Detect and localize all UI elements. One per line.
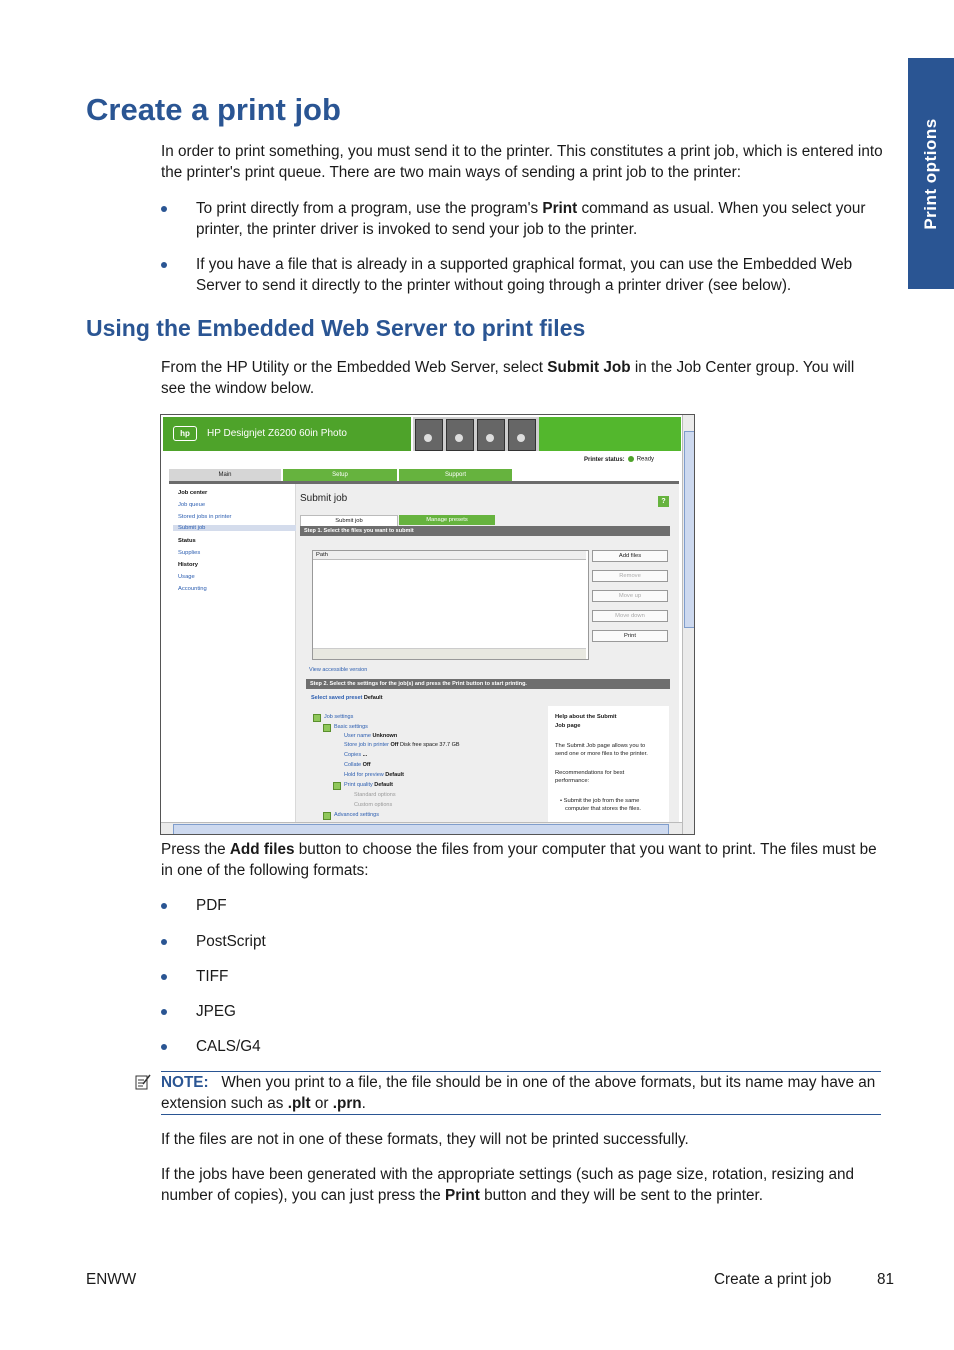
hp-logo: hp	[173, 426, 197, 441]
help-panel	[548, 706, 669, 822]
bullet-text: To print directly from a program, use the program's	[196, 200, 543, 217]
status-ok-icon	[628, 456, 634, 462]
section-title: Using the Embedded Web Server to print files	[86, 315, 586, 341]
tab-main[interactable]: Main	[169, 469, 281, 481]
format-text: PDF	[196, 897, 227, 914]
nav-submit-job[interactable]: Submit job	[173, 525, 296, 531]
help-text: send one or more files to the printer.	[555, 751, 648, 757]
help-text: computer that stores the files.	[565, 806, 642, 812]
tree-hold: Hold for preview Default	[344, 772, 404, 778]
left-nav	[169, 484, 296, 822]
jobs-paragraph: If the jobs have been generated with the appropriate settings (such as page size, rotation, resizing and number of copies), you can just press the Print button and they will be sent to the printer.	[161, 1166, 855, 1204]
format-text: JPEG	[196, 1003, 236, 1020]
help-icon[interactable]: ?	[658, 496, 669, 507]
tree-advanced-settings[interactable]: Advanced settings	[334, 812, 379, 818]
help-text: Recommendations for best	[555, 770, 625, 776]
nav-status: Status	[178, 538, 196, 544]
printer-status: Printer status: Ready	[584, 456, 655, 463]
fail-paragraph: If the files are not in one of these formats, they will not be printed successfully.	[161, 1131, 689, 1148]
nav-accounting[interactable]: Accounting	[178, 586, 207, 592]
nav-history: History	[178, 562, 198, 568]
bullet-icon	[161, 974, 167, 980]
bullet-bold: Print	[542, 200, 578, 217]
tree-print-quality: Print quality Default	[344, 782, 393, 788]
tree-job-settings[interactable]: Job settings	[324, 714, 354, 720]
side-tab-label: Print options	[921, 117, 940, 230]
preset-row: Select saved preset Default	[311, 695, 383, 701]
accessible-version-link[interactable]: View accessible version	[309, 667, 368, 673]
tab-manage-presets[interactable]: Manage presets	[399, 515, 495, 525]
add-files-button[interactable]: Add files	[592, 550, 668, 562]
folder-icon	[323, 724, 331, 732]
step2-bar: Step 2. Select the settings for the job(s) and press the Print button to start printing.	[306, 679, 670, 689]
printer-title: HP Designjet Z6200 60in Photo	[207, 428, 347, 439]
bullet-text: If you have a file that is already in a supported graphical format, you can use the Embedded Web Server to send it directly to the printer without going through a printer driver (see below).	[196, 256, 853, 294]
printer-icon	[508, 419, 536, 451]
tree-store-job: Store job in printer Off Disk free space 37.7 GB	[344, 742, 460, 748]
note-icon	[135, 1074, 151, 1090]
ews-header	[161, 415, 683, 453]
bullet-icon	[161, 262, 167, 268]
submit-job-title: Submit job	[300, 493, 348, 504]
add-files-paragraph: Press the Add files button to choose the files from your computer that you want to print. The files must be in one of the following formats:	[161, 841, 877, 879]
file-list[interactable]	[312, 550, 589, 660]
note-ext-plt: .plt	[287, 1095, 311, 1112]
format-text: TIFF	[196, 968, 229, 985]
bullet-icon	[161, 206, 167, 212]
main-tabs	[169, 469, 679, 481]
help-bullet: • Submit the job from the same	[560, 798, 640, 804]
path-header: Path	[313, 551, 586, 560]
bullet-text-end: command as usual. When you select your printer, the printer driver is invoked to send your job to the printer.	[196, 200, 866, 238]
tree-standard-options[interactable]: Standard options	[354, 792, 396, 798]
folder-icon	[323, 812, 331, 820]
page-number: 81	[877, 1271, 895, 1288]
footer-left: ENWW	[86, 1271, 137, 1288]
tab-setup[interactable]: Setup	[283, 469, 397, 481]
printer-icon	[415, 419, 443, 451]
tree-user-name: User name Unknown	[344, 733, 398, 739]
printer-icon	[477, 419, 505, 451]
print-button[interactable]: Print	[592, 630, 668, 642]
note-text: When you print to a file, the file should be in one of the above formats, but its name may have an extension such as	[161, 1074, 876, 1112]
nav-supplies[interactable]: Supplies	[178, 550, 201, 556]
section-paragraph: From the HP Utility or the Embedded Web Server, select Submit Job in the Job Center group. You will see the window below.	[161, 359, 855, 397]
tab-submit-job[interactable]: Submit job	[300, 515, 398, 527]
intro-paragraph: In order to print something, you must send it to the printer. This constitutes a print job, which is entered into the printer's print queue. There are two main ways of sending a print job to the printer:	[161, 143, 883, 181]
format-text: PostScript	[196, 933, 266, 950]
tree-basic-settings[interactable]: Basic settings	[334, 724, 368, 730]
format-text: CALS/G4	[196, 1038, 261, 1055]
printer-images	[413, 417, 539, 451]
bullet-icon	[161, 939, 167, 945]
footer-title: Create a print job	[714, 1271, 832, 1288]
move-up-button[interactable]: Move up	[592, 590, 668, 602]
printer-icon	[446, 419, 474, 451]
side-tab	[908, 58, 954, 289]
vertical-scrollbar[interactable]	[682, 415, 695, 834]
horizontal-scrollbar[interactable]	[161, 822, 682, 835]
move-down-button[interactable]: Move down	[592, 610, 668, 622]
nav-usage[interactable]: Usage	[178, 574, 195, 580]
note-box: NOTE: When you print to a file, the file should be in one of the above formats, but its name may have an extension such as .plt or .prn.	[161, 1071, 881, 1115]
step1-bar: Step 1. Select the files you want to submit	[300, 526, 670, 536]
note-label: NOTE:	[161, 1074, 209, 1091]
bullet-icon	[161, 1044, 167, 1050]
folder-icon	[313, 714, 321, 722]
remove-button[interactable]: Remove	[592, 570, 668, 582]
note-ext-prn: .prn	[332, 1095, 362, 1112]
help-text: The Submit Job page allows you to	[555, 743, 646, 749]
bullet-icon	[161, 903, 167, 909]
folder-icon	[333, 782, 341, 790]
tree-collate: Collate Off	[344, 762, 371, 768]
help-text: performance:	[555, 778, 590, 784]
nav-stored-jobs[interactable]: Stored jobs in printer	[178, 514, 232, 520]
nav-job-queue[interactable]: Job queue	[178, 502, 206, 508]
bullet-icon	[161, 1009, 167, 1015]
tree-custom-options[interactable]: Custom options	[354, 802, 393, 808]
tree-copies: Copies ...	[344, 752, 368, 758]
help-title-2: Job page	[555, 723, 581, 729]
nav-job-center: Job center	[178, 490, 208, 496]
page-title: Create a print job	[86, 92, 341, 127]
ews-screenshot	[160, 414, 695, 835]
help-title: Help about the Submit	[555, 714, 617, 720]
tab-support[interactable]: Support	[399, 469, 512, 481]
submit-job-content	[296, 484, 679, 822]
